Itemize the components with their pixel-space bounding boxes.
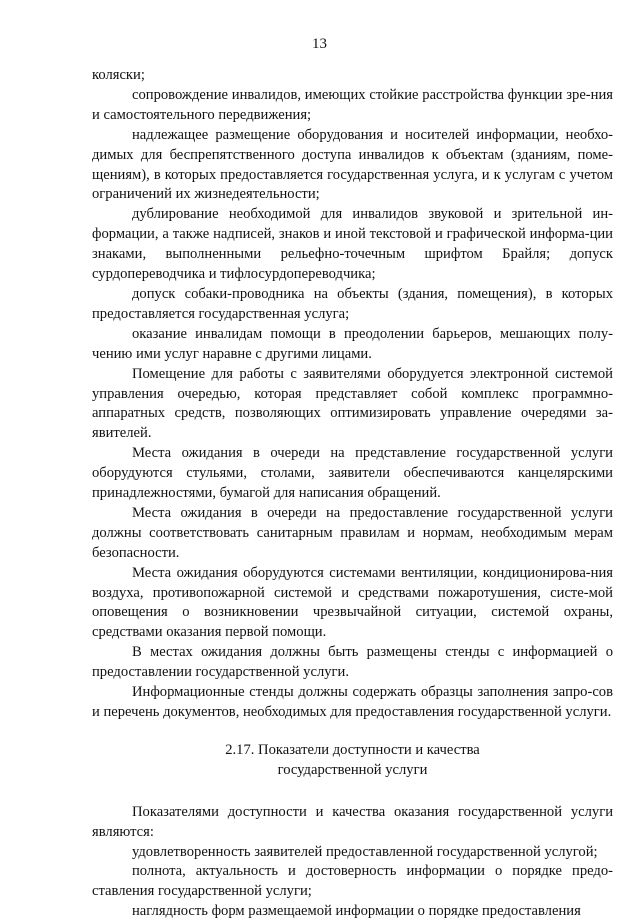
paragraph: Помещение для работы с заявителями оборудуется электронной системой управления очередью, которая представляет собой комплекс программно-аппаратных средств, позволяющих оптимизировать управление очередями за-явителей.: [92, 365, 613, 442]
document-body: [92, 66, 613, 922]
paragraph: оказание инвалидам помощи в преодолении барьеров, мешающих полу-чению ими услуг наравне с другими лицами.: [92, 325, 613, 362]
section-heading: [92, 741, 613, 781]
paragraph: Места ожидания оборудуются системами вентиляции, кондиционирова-ния воздуха, противопожарной системой и средствами пожаротушения, систе-мой оповещения о возникновении чрезвычайной ситуации, системой охраны, средствами оказания первой помощи.: [92, 564, 613, 641]
paragraph: коляски;: [92, 67, 145, 83]
paragraph: удовлетворенность заявителей предоставленной государственной услугой;: [132, 843, 598, 860]
paragraph: Показателями доступности и качества оказания государственной услуги являются:: [92, 803, 613, 840]
paragraph: дублирование необходимой для инвалидов звуковой и зрительной ин-формации, а также надписей, знаков и иной текстовой и графической информа-ции знаками, выполненными рельефно-точечным шрифтом Брайля; допуск сурдопереводчика и тифлосурдопереводчика;: [92, 206, 613, 283]
page-number: 13: [312, 36, 327, 52]
paragraph: допуск собаки-проводника на объекты (здания, помещения), в которых предоставляется государственная услуга;: [92, 285, 613, 322]
paragraph: Места ожидания в очереди на предоставление государственной услуги должны соответствовать санитарным правилам и нормам, необходимым мерам безопасности.: [92, 504, 613, 561]
paragraph: В местах ожидания должны быть размещены стенды с информацией о предоставлении государственной услуги.: [92, 644, 613, 681]
paragraph: Информационные стенды должны содержать образцы заполнения запро-сов и перечень документов, необходимых для предоставления государственной услуги.: [92, 684, 613, 720]
section-heading-line1: 2.17. Показатели доступности и качества: [225, 741, 480, 758]
section-heading-line2: государственной услуги: [277, 761, 428, 778]
paragraph: наглядность форм размещаемой информации о порядке предоставления: [132, 903, 581, 920]
paragraph: надлежащее размещение оборудования и носителей информации, необхо-димых для беспрепятственного доступа инвалидов к объектам (зданиям, поме-щениям), в которых предоставляется государственная услуга, и к услугам с учетом ограничений их жизнедеятельности;: [92, 126, 613, 203]
paragraph: Места ожидания в очереди на представление государственной услуги оборудуются стульями, столами, заявители обеспечиваются канцелярскими принадлежностями, бумагой для написания обращений.: [92, 445, 613, 502]
paragraph: полнота, актуальность и достоверность информации о порядке предо-ставления государственной услуги;: [92, 863, 613, 900]
paragraph: сопровождение инвалидов, имеющих стойкие расстройства функции зре-ния и самостоятельного передвижения;: [92, 86, 613, 123]
